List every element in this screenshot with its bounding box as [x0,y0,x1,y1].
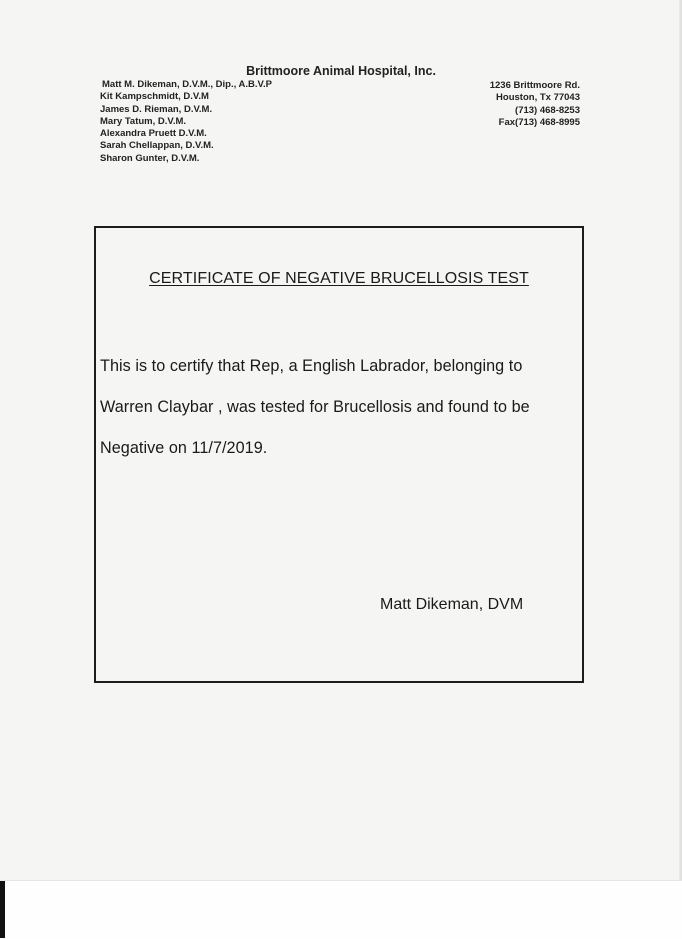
certificate-box [94,226,584,683]
veterinarian-list [100,79,272,165]
certificate-body [100,346,582,469]
address-fax: Fax(713) 468-8995 [498,116,580,128]
address-city: Houston, Tx 77043 [496,92,580,104]
veterinarian-name: Kit Kampschmidt, D.V.M [100,91,209,103]
scan-bottom-margin [0,880,682,939]
certificate-body-line: Warren Claybar , was tested for Brucellosis and found to be [100,398,530,416]
address-phone: (713) 468-8253 [515,104,580,116]
veterinarian-name: Alexandra Pruett D.V.M. [100,128,207,140]
veterinarian-name: James D. Rieman, D.V.M. [100,103,213,115]
certificate-body-line: Negative on 11/7/2019. [100,439,268,457]
scan-edge-mark [0,881,5,938]
veterinarian-name: Sarah Chellappan, D.V.M. [100,140,214,152]
veterinarian-name: Mary Tatum, D.V.M. [100,115,187,127]
veterinarian-name: Sharon Gunter, D.V.M. [100,152,200,164]
signature: Matt Dikeman, DVM [380,596,524,613]
hospital-name: Brittmoore Animal Hospital, Inc. [246,64,436,78]
veterinarian-name: Matt M. Dikeman, D.V.M., Dip., A.B.V.P [102,79,272,90]
certificate-title: CERTIFICATE OF NEGATIVE BRUCELLOSIS TEST [149,270,529,287]
hospital-address [470,80,580,129]
address-street: 1236 Brittmoore Rd. [489,80,580,91]
certificate-body-line: This is to certify that Rep, a English Labrador, belonging to [100,357,523,375]
